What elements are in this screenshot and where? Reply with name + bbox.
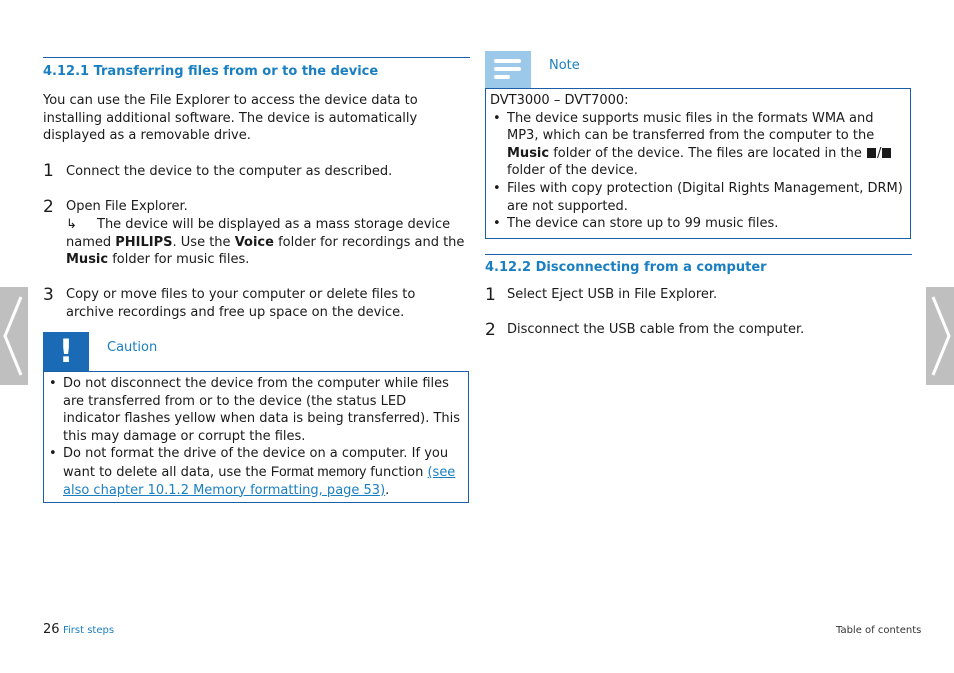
chevron-left-icon [0,287,28,385]
note-item: • The device can store up to 99 music files. [490,215,905,233]
table-of-contents-link[interactable]: Table of contents [836,625,922,636]
next-page-button[interactable] [926,287,954,385]
page-number: 26 [43,622,60,637]
step-number: 2 [485,320,496,340]
result-arrow-icon: ↳ [66,217,77,232]
step-text: Copy or move files to your computer or delete files to archive recordings and free up space on the device. [66,287,416,320]
step-number: 2 [43,197,54,217]
memory-formatting-link[interactable]: (see also chapter 10.1.2 Memory formatting, page 53) [63,464,456,498]
chapter-name: First steps [63,625,115,636]
music-folder-icon [882,148,891,158]
section-rule-right [485,254,912,255]
chevron-right-icon [926,287,954,385]
music-folder-icon [867,148,876,158]
caution-item: • Do not format the drive of the device on a computer. If you want to delete all data, use the Format memory function (see also chapter 10.1.2 Memory formatting, page 53). [46,445,463,499]
prev-page-button[interactable] [0,287,28,385]
caution-icon: ! [43,332,89,371]
step-text: Select Eject USB in File Explorer. [507,287,718,302]
note-item: • Files with copy protection (Digital Rights Management, DRM) are not supported. [490,180,905,215]
section-rule-left [43,57,470,58]
step-number: 1 [485,285,496,305]
note-box [485,88,911,239]
step-number: 3 [43,285,54,305]
caution-label: Caution [107,340,158,355]
section-title-disconnecting: 4.12.2 Disconnecting from a computer [485,260,767,275]
intro-paragraph: You can use the File Explorer to access the device data to installing additional software. The device is automatically displayed as a removable drive. [43,93,418,144]
step-number: 1 [43,161,54,181]
note-label: Note [549,58,580,73]
note-item: • The device supports music files in the formats WMA and MP3, which can be transferred from the computer to the Music folder of the device. The files are located in the / folder of the device. [490,110,905,180]
section-title-transferring: 4.12.1 Transferring files from or to the device [43,64,379,79]
caution-box [43,371,469,503]
note-icon [485,51,531,89]
note-models: DVT3000 – DVT7000: [490,93,629,108]
step-text: Open File Explorer. [66,199,188,214]
step-text: Connect the device to the computer as described. [66,164,393,179]
caution-item: • Do not disconnect the device from the computer while files are transferred from or to the device (the status LED indicator flashes yellow when data is being transferred). This this may damage or corrupt the files. [46,375,463,445]
step-text: Disconnect the USB cable from the computer. [507,322,805,337]
step-result: ↳ The device will be displayed as a mass storage device named PHILIPS. Use the Voice folder for recordings and the Music folder for music files. [66,217,465,268]
